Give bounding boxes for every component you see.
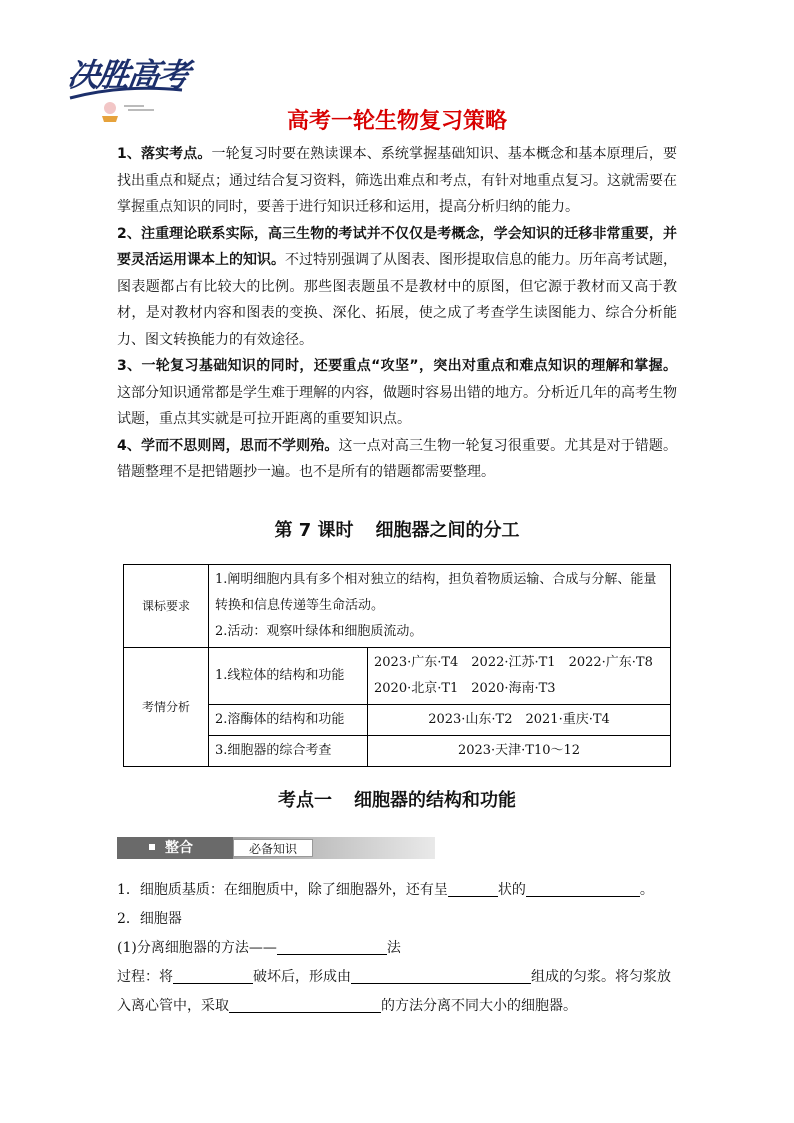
fill-blank[interactable] (173, 967, 253, 984)
intro-lead: 1、落实考点。 (117, 146, 212, 162)
tag-primary-label: 整合 (165, 840, 193, 856)
requirements-cell (209, 565, 671, 648)
lesson-name: 细胞器之间的分工 (375, 520, 520, 541)
intro-body: 一轮复习时要在熟读课本、系统掌握基础知识、基本概念和基本原理后，要找出重点和疑点；通过结合复习资料，筛选出难点和考点，有针对地重点复习。这就需要在掌握重点知识的同时，要善于进行知识迁移和运用，提高分析归纳的能力。 (117, 146, 678, 215)
content-line (117, 934, 687, 963)
intro-body: 这一点对高三生物一轮复习很重要。尤其是对于错题。错题整理不是把错题抄一遍。也不是所有的错题都需要整理。 (117, 437, 677, 480)
section-name: 细胞器的结构和功能 (354, 790, 516, 811)
intro-body: 不过特别强调了从图表、图形提取信息的能力。历年高考试题，图表题都占有比较大的比例。那些图表题虽不是教材中的原图，但它源于教材而又高于教材，是对教材内容和图表的变换、深化、拓展，使之成了考查学生读图能力、综合分析能力、图文转换能力的有效途径。 (117, 252, 677, 348)
analysis-topic: 2.溶酶体的结构和功能 (209, 705, 368, 736)
intro-body: 这部分知识通常都是学生难于理解的内容，做题时容易出错的地方。分析近几年的高考生物试题，重点其实就是可拉开距离的重要知识点。 (117, 384, 677, 427)
requirement-item: 1.阐明细胞内具有多个相对独立的结构，担负着物质运输、合成与分解、能量转换和信息传递等生命活动。 (215, 572, 657, 613)
content-text: 入离心管中，采取 (117, 998, 229, 1014)
analysis-topic: 1.线粒体的结构和功能 (209, 648, 368, 705)
lesson-number: 第 7 课时 (274, 520, 354, 541)
requirements-table (123, 564, 671, 767)
section-title (0, 786, 794, 812)
content-text: 状的 (497, 882, 526, 898)
analysis-ref-line: 2020·北京·T1 2020·海南·T3 (374, 681, 556, 696)
intro-paragraph (117, 353, 677, 433)
content-text: 1．细胞质基质：在细胞质中，除了细胞器外，还有呈 (117, 882, 448, 898)
fill-blank[interactable] (277, 938, 387, 955)
section-number: 考点一 (278, 790, 332, 811)
intro-paragraph (117, 141, 677, 221)
content-line (117, 876, 687, 905)
analysis-refs: 2023·山东·T2 2021·重庆·T4 (368, 705, 671, 736)
content-text: (1)分离细胞器的方法—— (117, 940, 277, 956)
content-text: 的方法分离不同大小的细胞器。 (381, 998, 577, 1014)
knowledge-tag-bar (117, 837, 435, 859)
square-bullet-icon (149, 844, 155, 850)
content-line (117, 992, 687, 1021)
content-text: 组成的匀浆。将匀浆放 (531, 969, 671, 985)
analysis-ref-line: 2023·广东·T4 2022·江苏·T1 2022·广东·T8 (374, 655, 653, 670)
requirement-item: 2.活动：观察叶绿体和细胞质流动。 (215, 624, 423, 639)
lesson-title (0, 516, 794, 542)
intro-lead: 3、一轮复习基础知识的同时，还要重点“攻坚”，突出对重点和难点知识的理解和掌握。 (117, 358, 677, 374)
page-title: 高考一轮生物复习策略 (286, 109, 507, 134)
intro-paragraph (117, 221, 677, 354)
analysis-refs: 2023·天津·T10～12 (368, 736, 671, 767)
intro-lead: 4、学而不思则罔，思而不学则殆。 (117, 437, 339, 454)
content-text: 法 (386, 940, 401, 956)
content-line: 2．细胞器 (117, 911, 182, 927)
table-row (124, 565, 671, 648)
brand-logo-text: 决胜高考 (65, 56, 191, 94)
content-text: 破坏后，形成由 (253, 969, 351, 985)
tag-primary (117, 837, 233, 859)
content-text: 过程：将 (117, 969, 173, 985)
content-text: 。 (639, 882, 654, 898)
content-section (117, 876, 687, 1021)
analysis-label: 考情分析 (124, 648, 209, 767)
intro-paragraph (117, 433, 677, 486)
tag-secondary: 必备知识 (233, 839, 313, 857)
fill-blank[interactable] (351, 967, 531, 984)
fill-blank[interactable] (526, 880, 640, 897)
table-row (124, 648, 671, 705)
intro-lead: 2、注重理论联系实际，高三生物的考试并不仅仅是考概念，学会知识的迁移非常重要，并要灵活运用课本上的知识。 (117, 225, 677, 268)
content-line (117, 963, 687, 992)
analysis-refs (368, 648, 671, 705)
intro-section (117, 141, 677, 486)
fill-blank[interactable] (229, 996, 381, 1013)
requirements-label: 课标要求 (124, 565, 209, 648)
fill-blank[interactable] (448, 880, 498, 897)
analysis-topic: 3.细胞器的综合考查 (209, 736, 368, 767)
